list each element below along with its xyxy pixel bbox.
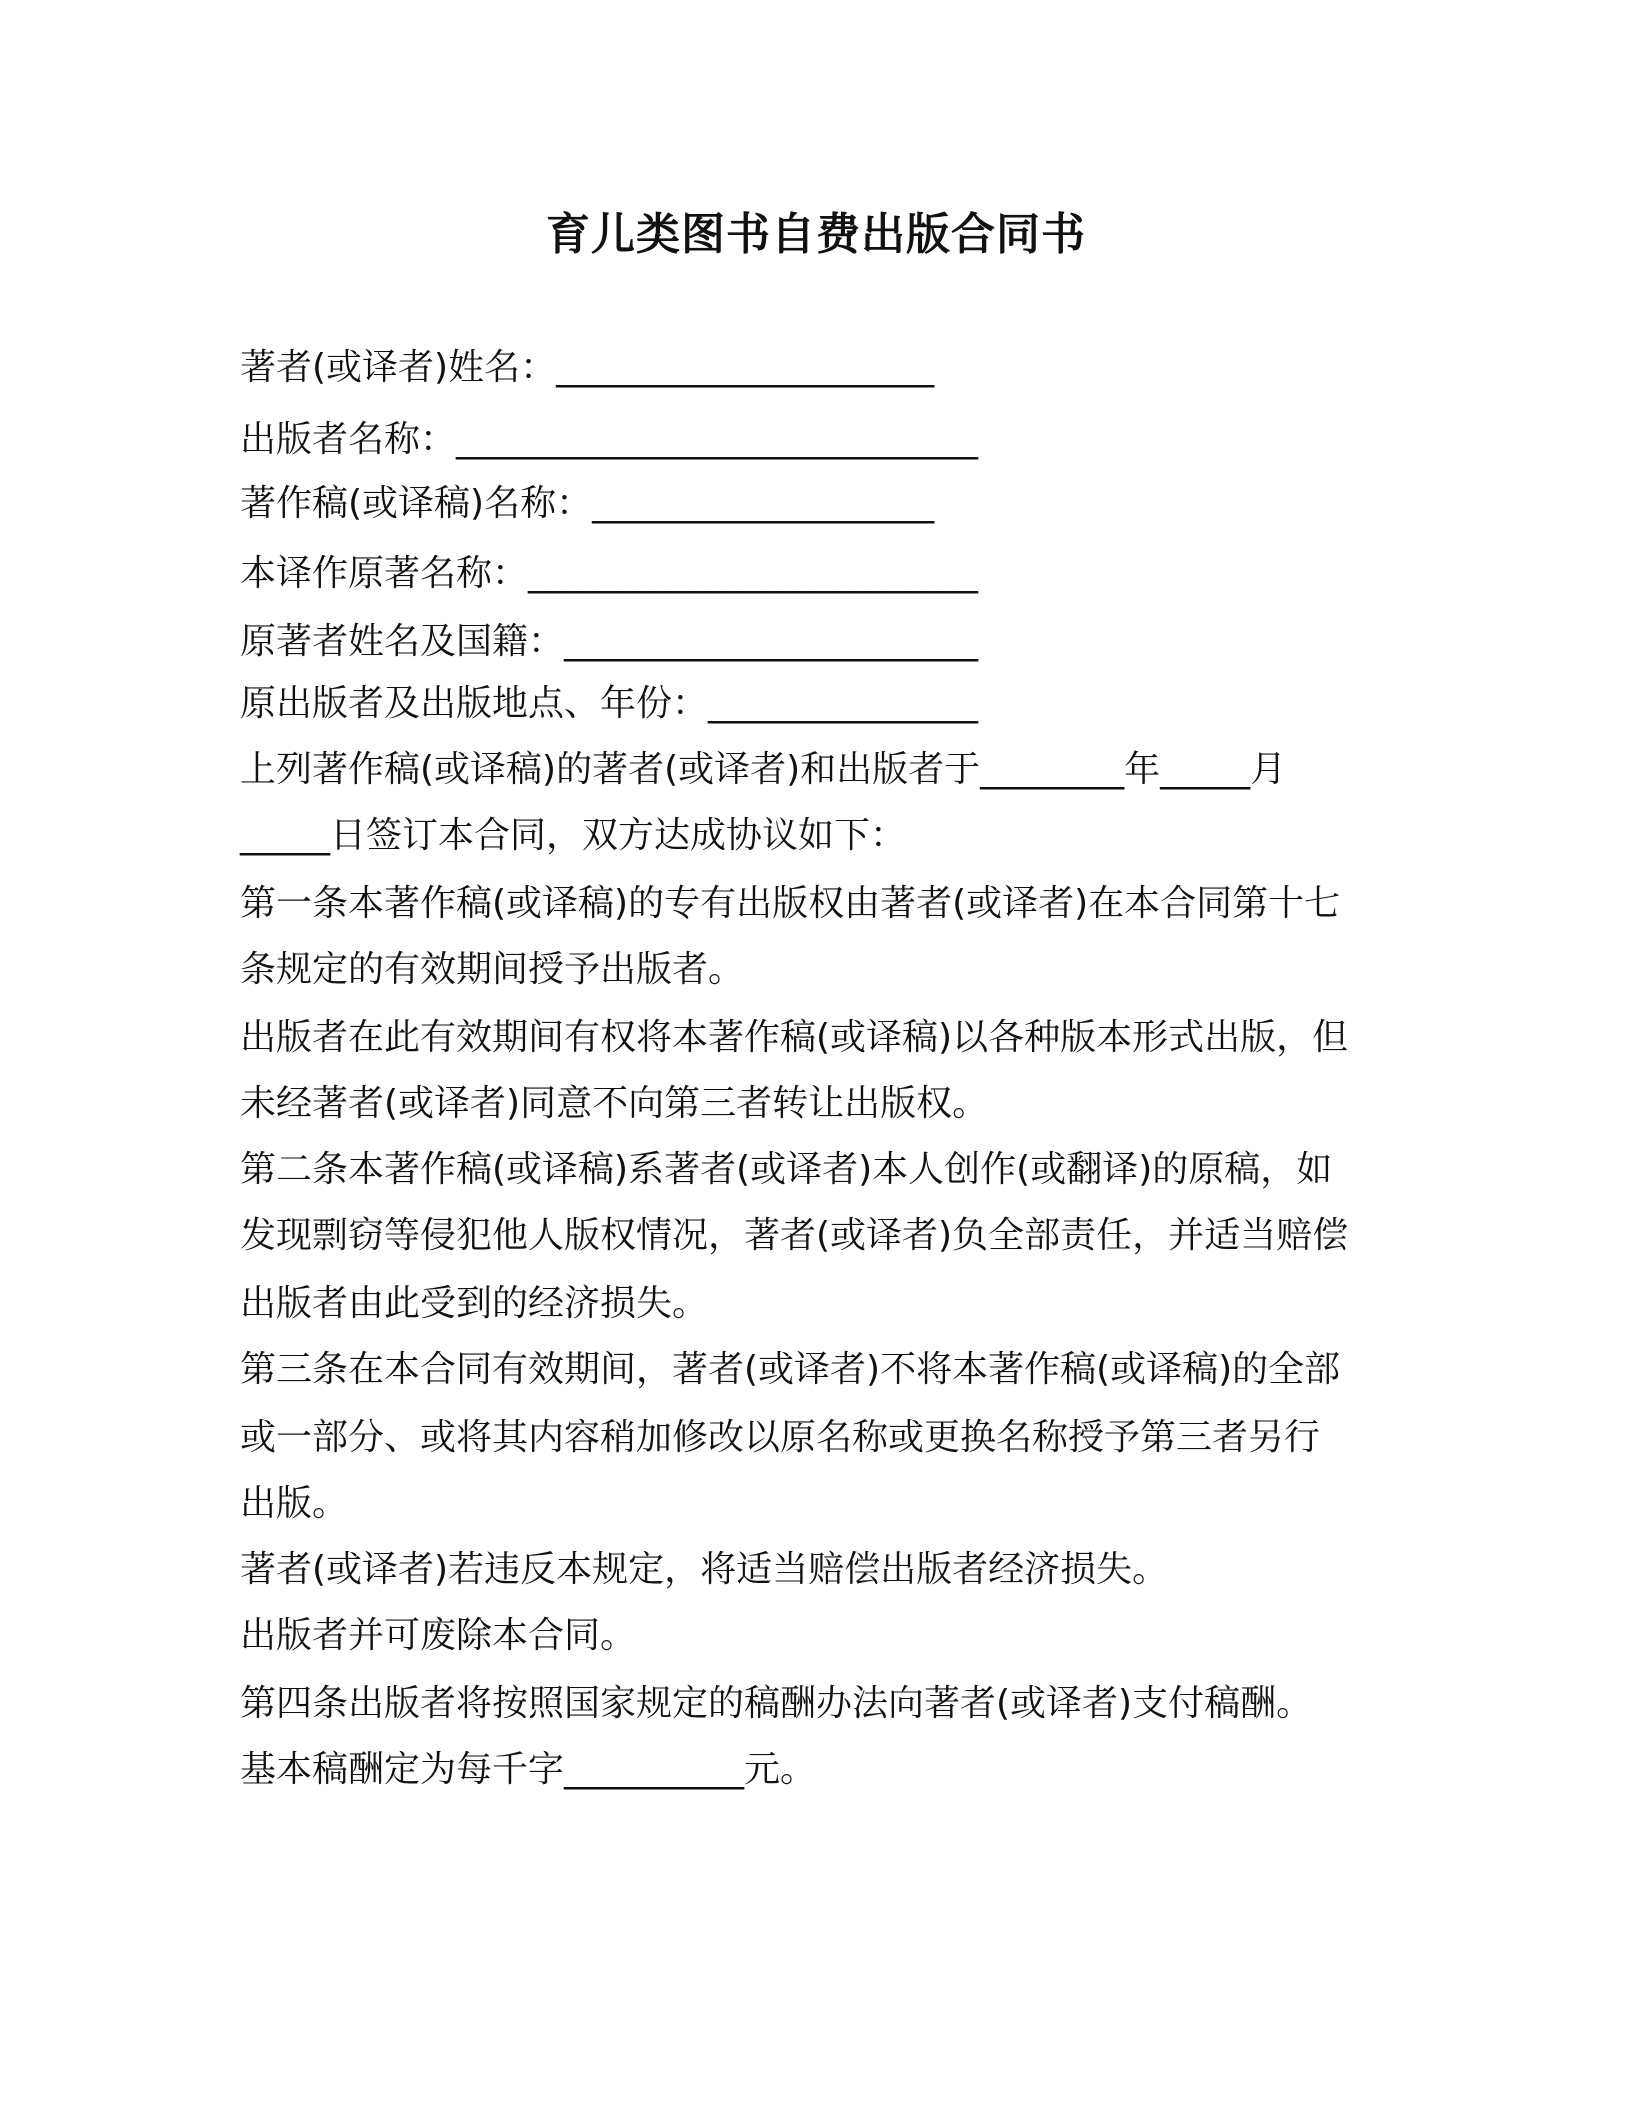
- paragraph-line: 出版者并可废除本合同。: [240, 1615, 637, 1656]
- field-publisher-name: 出版者名称：_____________________________: [240, 419, 979, 460]
- paragraph-line: 未经著者(或译者)同意不向第三者转让出版权。: [240, 1083, 989, 1124]
- paragraph-line: 上列著作稿(或译稿)的著者(或译者)和出版者于________年_____月: [240, 749, 1287, 790]
- field-base-royalty: 基本稿酬定为每千字__________元。: [240, 1749, 817, 1790]
- field-original-publisher: 原出版者及出版地点、年份：_______________: [240, 683, 979, 724]
- article-1-line: 条规定的有效期间授予出版者。: [240, 949, 745, 990]
- article-3-line: 出版。: [240, 1483, 349, 1524]
- article-4-line: 第四条出版者将按照国家规定的稿酬办法向著者(或译者)支付稿酬。: [240, 1683, 1313, 1724]
- field-manuscript-name: 著作稿(或译稿)名称：___________________: [240, 483, 935, 524]
- paragraph-line: _____日签订本合同，双方达成协议如下：: [240, 815, 907, 856]
- document-title: 育儿类图书自费出版合同书: [546, 209, 1086, 260]
- article-1-line: 第一条本著作稿(或译稿)的专有出版权由著者(或译者)在本合同第十七: [240, 883, 1341, 924]
- paragraph-line: 著者(或译者)若违反本规定，将适当赔偿出版者经济损失。: [240, 1549, 1169, 1590]
- field-original-work-name: 本译作原著名称：_________________________: [240, 553, 979, 594]
- field-author-name: 著者(或译者)姓名：_____________________: [240, 347, 935, 388]
- article-2-line: 出版者由此受到的经济损失。: [240, 1283, 709, 1324]
- article-2-line: 发现剽窃等侵犯他人版权情况，著者(或译者)负全部责任，并适当赔偿: [240, 1215, 1349, 1256]
- paragraph-line: 出版者在此有效期间有权将本著作稿(或译稿)以各种版本形式出版，但: [240, 1017, 1349, 1058]
- article-3-line: 第三条在本合同有效期间，著者(或译者)不将本著作稿(或译稿)的全部: [240, 1349, 1341, 1390]
- field-original-author: 原著者姓名及国籍：_______________________: [240, 621, 979, 662]
- article-2-line: 第二条本著作稿(或译稿)系著者(或译者)本人创作(或翻译)的原稿，如: [240, 1149, 1333, 1190]
- article-3-line: 或一部分、或将其内容稍加修改以原名称或更换名称授予第三者另行: [240, 1417, 1321, 1458]
